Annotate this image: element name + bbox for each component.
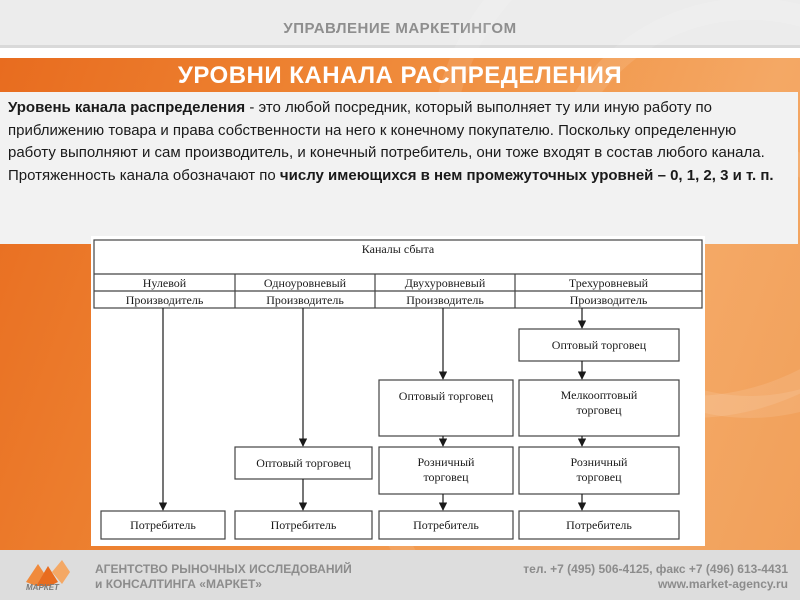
channel-name: Нулевой [142,276,187,290]
producer-label: Производитель [266,293,344,307]
wholesaler-label: Оптовый торговец [551,337,647,352]
definition-box [0,92,798,244]
website-link[interactable]: www.market-agency.ru [657,577,788,591]
channel-name: Двухуровневый [404,276,486,290]
contacts [523,562,788,592]
wholesaler-label: Оптовый торговец [398,388,494,403]
wholesaler-label: Оптовый торговец [256,455,351,470]
market-logo [22,558,74,598]
producer-label: Производитель [569,293,648,307]
consumer-label: Потребитель [413,517,479,532]
diagram-title: Каналы сбыта [361,242,435,256]
logo-text: МАРКЕТ [26,583,59,592]
producer-label: Производитель [125,293,204,307]
slide-title: УРОВНИ КАНАЛА РАСПРЕДЕЛЕНИЯ [177,62,623,89]
definition-text [8,97,788,187]
definition-body: - это любой посредник, который выполняет ту или иную работу по приближению товара и права собственности на него к конечному покупателю. Поскольку определенную работу выполняют и сам производитель, и конечный потребитель, они тоже входят в состав любого канала. Протяженность канала обозначают по [8,99,765,184]
footer-bar [0,550,800,600]
channel-name: Трехуровневый [568,276,649,290]
producer-label: Производитель [406,293,484,307]
consumer-label: Потребитель [566,517,632,532]
phone-fax: тел. +7 (495) 506-4125, факс +7 (496) 613-4431 [523,562,788,576]
small-wholesaler-label: Мелкооптовый торговец [560,388,638,417]
distribution-channels-diagram [91,236,705,546]
consumer-label: Потребитель [130,517,196,532]
agency-line-2: и КОНСАЛТИНГА «МАРКЕТ» [95,577,262,591]
consumer-label: Потребитель [270,517,337,532]
definition-term: Уровень канала распределения [8,99,246,116]
definition-emphasis: числу имеющихся в нем промежуточных уровней – 0, 1, 2, 3 и т. п. [279,166,774,184]
channel-name: Одноуровневый [263,276,347,290]
retailer-label: Розничный торговец [417,455,475,484]
agency-line-1: АГЕНТСТВО РЫНОЧНЫХ ИССЛЕДОВАНИЙ [95,562,352,576]
agency-name [95,562,352,592]
header-title: УПРАВЛЕНИЕ МАРКЕТИНГОМ [283,20,517,37]
retailer-label: Розничный торговец [570,455,628,484]
